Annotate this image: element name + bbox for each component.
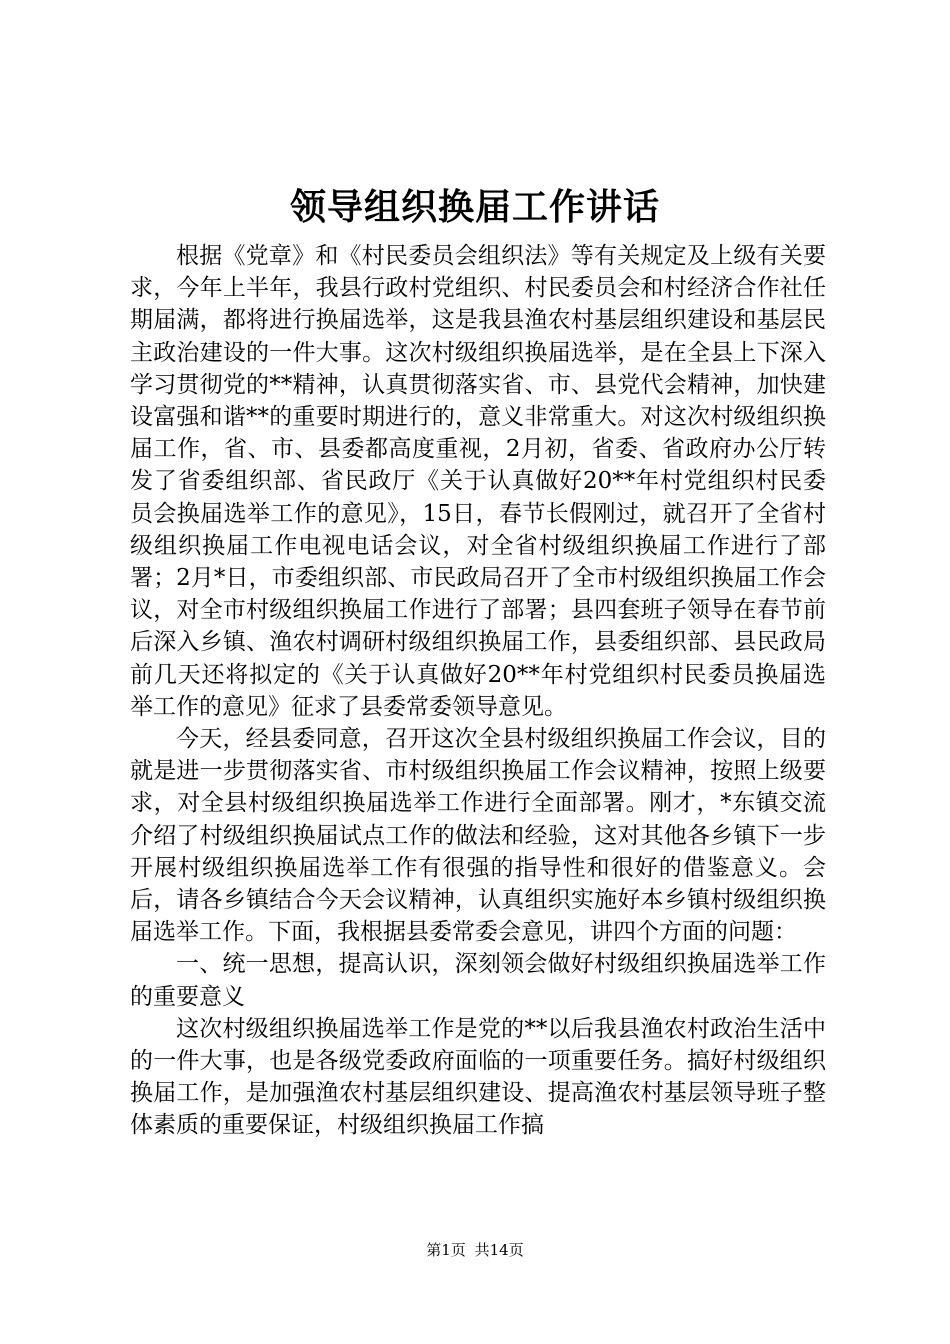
- paragraph-1: 根据《党章》和《村民委员会组织法》等有关规定及上级有关要求，今年上半年，我县行政村党组织、村民委员会和村经济合作社任期届满，都将进行换届选举，这是我县渔农村基层组织建设和基层民主政治建设的一件大事。这次村级组织换届选举，是在全县上下深入学习贯彻党的**精神，认真贯彻落实省、市、县党代会精神，加快建设富强和谐**的重要时期进行的，意义非常重大。对这次村级组织换届工作，省、市、县委都高度重视，2月初，省委、省政府办公厅转发了省委组织部、省民政厅《关于认真做好20**年村党组织村民委员会换届选举工作的意见》，15日，春节长假刚过，就召开了全省村级组织换届工作电视电话会议，对全省村级组织换届工作进行了部署；2月*日，市委组织部、市民政局召开了全市村级组织换届工作会议，对全市村级组织换届工作进行了部署；县四套班子领导在春节前后深入乡镇、渔农村调研村级组织换届工作，县委组织部、县民政局前几天还将拟定的《关于认真做好20**年村党组织村民委员换届选举工作的意见》征求了县委常委领导意见。: [130, 243, 826, 720]
- page-total: 共14页: [474, 1241, 524, 1259]
- paragraph-3: 这次村级组织换届选举工作是党的**以后我县渔农村政治生活中的一件大事，也是各级党委政府面临的一项重要任务。搞好村级组织换届工作，是加强渔农村基层组织建设、提高渔农村基层领导班子整体素质的重要保证，村级组织换届工作搞: [130, 1015, 826, 1139]
- page-footer: [0, 1238, 950, 1262]
- document-title: 领导组织换届工作讲话: [289, 187, 660, 228]
- page-number: 第1页: [426, 1241, 466, 1259]
- document-body: [130, 240, 826, 1142]
- paragraph-2: 今天，经县委同意，召开这次全县村级组织换届工作会议，目的就是进一步贯彻落实省、市村级组织换届工作会议精神，按照上级要求，对全县村级组织换届选举工作进行全面部署。刚才，*东镇交流介绍了村级组织换届试点工作的做法和经验，这对其他各乡镇下一步开展村级组织换届选举工作有很强的指导性和很好的借鉴意义。会后，请各乡镇结合今天会议精神，认真组织实施好本乡镇村级组织换届选举工作。下面，我根据县委常委会意见，讲四个方面的问题：: [130, 726, 826, 946]
- section-heading-1: 一、统一思想，提高认识，深刻领会做好村级组织换届选举工作的重要意义: [130, 951, 826, 1010]
